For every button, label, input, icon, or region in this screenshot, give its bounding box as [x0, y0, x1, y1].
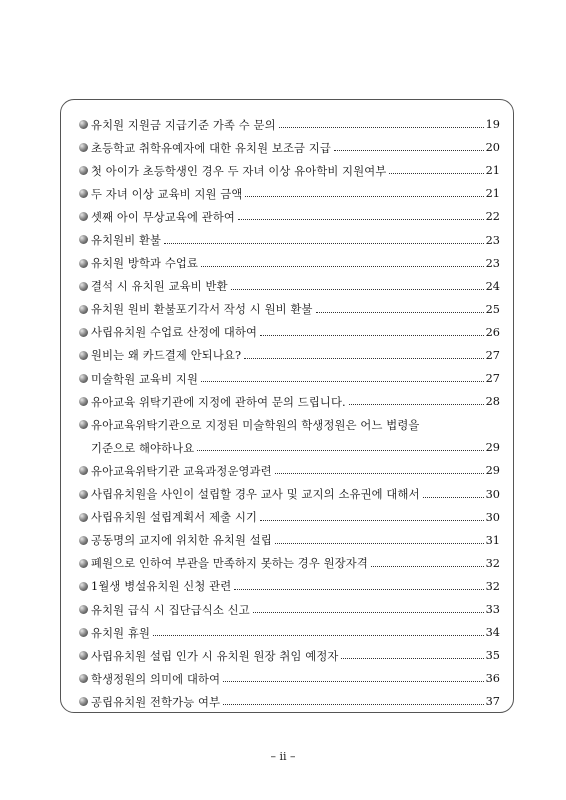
- dot-leader: [244, 358, 483, 359]
- dot-leader: [389, 173, 483, 174]
- toc-entry-page: 26: [485, 325, 500, 339]
- bullet-icon: [79, 351, 88, 360]
- toc-entry-page: 37: [485, 695, 500, 709]
- toc-entry-title: 사립유치원 설립계획서 제출 시기: [91, 511, 258, 525]
- page-number-footer: – ii –: [270, 750, 296, 763]
- toc-entry-title: 셋째 아이 무상교육에 관하여: [91, 210, 235, 224]
- toc-entry[interactable]: [79, 205, 500, 228]
- bullet-icon: [79, 605, 88, 614]
- toc-entry[interactable]: [79, 367, 500, 390]
- toc-entry-page: 23: [485, 256, 500, 270]
- toc-entry[interactable]: [79, 552, 500, 575]
- toc-entry-page: 21: [485, 164, 500, 178]
- dot-leader: [223, 681, 483, 682]
- toc-entry-title: 유아교육 위탁기관에 지정에 관하여 문의 드립니다.: [91, 395, 346, 409]
- dot-leader: [275, 473, 484, 474]
- toc-entry-page: 29: [485, 464, 500, 478]
- toc-entry[interactable]: [79, 459, 500, 482]
- bullet-icon: [79, 513, 88, 522]
- toc-entry-title: 미술학원 교육비 지원: [91, 372, 199, 386]
- bullet-icon: [79, 397, 88, 406]
- toc-list: [79, 113, 500, 713]
- dot-leader: [164, 243, 484, 244]
- toc-entry-page: 35: [485, 649, 500, 663]
- toc-entry[interactable]: [79, 667, 500, 690]
- toc-entry-page: 27: [485, 372, 500, 386]
- dot-leader: [234, 589, 483, 590]
- dot-leader: [201, 266, 484, 267]
- toc-entry[interactable]: [79, 598, 500, 621]
- bullet-icon: [79, 651, 88, 660]
- toc-entry[interactable]: [79, 390, 500, 413]
- bullet-icon: [79, 490, 88, 499]
- dot-leader: [223, 704, 483, 705]
- toc-entry-page: 32: [485, 579, 500, 593]
- bullet-icon: [79, 120, 88, 129]
- toc-entry-title: 유치원 원비 환불포기각서 작성 시 원비 환불: [91, 303, 313, 317]
- toc-entry-title: 유치원 휴원: [91, 626, 151, 640]
- toc-entry-page: 19: [485, 118, 500, 132]
- toc-entry-page: 21: [485, 187, 500, 201]
- toc-entry-title-continued: 기준으로 해야하나요: [91, 441, 195, 455]
- dot-leader: [153, 635, 484, 636]
- toc-entry-title: 유치원 지원금 지급기준 가족 수 문의: [91, 118, 276, 132]
- table-of-contents: [60, 99, 514, 713]
- dot-leader: [260, 520, 484, 521]
- bullet-icon: [79, 559, 88, 568]
- toc-entry[interactable]: [79, 321, 500, 344]
- bullet-icon: [79, 697, 88, 706]
- toc-entry-title: 유치원 방학과 수업료: [91, 257, 199, 271]
- toc-entry-page: 34: [485, 626, 500, 640]
- bullet-icon: [79, 259, 88, 268]
- toc-entry-title: 유치원비 환불: [91, 234, 162, 248]
- dot-leader: [245, 196, 483, 197]
- toc-entry[interactable]: [79, 621, 500, 644]
- toc-entry-page: 25: [485, 302, 500, 316]
- toc-entry-page: 31: [485, 533, 500, 547]
- dot-leader: [349, 404, 484, 405]
- toc-entry-title: 원비는 왜 카드결제 안되나요?: [91, 349, 242, 363]
- toc-entry-title: 초등학교 취학유예자에 대한 유치원 보조금 지급: [91, 141, 331, 155]
- dot-leader: [197, 450, 483, 451]
- bullet-icon: [79, 166, 88, 175]
- toc-entry-title: 유아교육위탁기관 교육과정운영과련: [91, 464, 272, 478]
- bullet-icon: [79, 536, 88, 545]
- bullet-icon: [79, 582, 88, 591]
- dot-leader: [279, 127, 484, 128]
- bullet-icon: [79, 212, 88, 221]
- dot-leader: [275, 543, 484, 544]
- toc-entry[interactable]: [79, 575, 500, 598]
- toc-entry-page: 33: [485, 603, 500, 617]
- dot-leader: [238, 219, 484, 220]
- toc-entry-title: 결석 시 유치원 교육비 반환: [91, 280, 228, 294]
- toc-entry[interactable]: [79, 275, 500, 298]
- bullet-icon: [79, 235, 88, 244]
- toc-entry-page: 27: [485, 348, 500, 362]
- toc-entry-page: 30: [485, 510, 500, 524]
- toc-entry[interactable]: [79, 529, 500, 552]
- toc-entry[interactable]: [79, 252, 500, 275]
- toc-entry[interactable]: [79, 182, 500, 205]
- toc-entry-title: 사립유치원 설립 인가 시 유치원 원장 취임 예정자: [91, 649, 339, 663]
- toc-entry[interactable]: [79, 644, 500, 667]
- bullet-icon: [79, 143, 88, 152]
- toc-entry-title: 공립유치원 전학가능 여부: [91, 695, 221, 709]
- toc-entry-title: 유치원 급식 시 집단급식소 신고: [91, 603, 250, 617]
- dot-leader: [371, 566, 484, 567]
- bullet-icon: [79, 628, 88, 637]
- bullet-icon: [79, 305, 88, 314]
- bullet-icon: [79, 374, 88, 383]
- toc-entry-title: 첫 아이가 초등학생인 경우 두 자녀 이상 유아학비 지원여부: [91, 164, 387, 178]
- toc-entry[interactable]: [79, 413, 500, 459]
- toc-entry[interactable]: [79, 159, 500, 182]
- toc-entry-page: 30: [485, 487, 500, 501]
- bullet-icon: [79, 674, 88, 683]
- toc-entry-page: 28: [485, 395, 500, 409]
- toc-entry[interactable]: [79, 113, 500, 136]
- bullet-icon: [79, 189, 88, 198]
- toc-entry-page: 24: [485, 279, 500, 293]
- toc-entry[interactable]: [79, 136, 500, 159]
- bullet-icon: [79, 328, 88, 337]
- bullet-icon: [79, 420, 88, 429]
- toc-entry-page: 22: [485, 210, 500, 224]
- toc-entry[interactable]: [79, 506, 500, 529]
- toc-entry-title: 사립유치원 수업료 산정에 대하여: [91, 326, 258, 340]
- toc-entry-title: 사립유치원을 사인이 설립할 경우 교사 및 교지의 소유권에 대해서: [91, 488, 420, 502]
- toc-entry-page: 20: [485, 141, 500, 155]
- toc-entry-page: 29: [485, 441, 500, 455]
- dot-leader: [260, 335, 484, 336]
- toc-entry[interactable]: [79, 690, 500, 713]
- toc-entry-title: 공동명의 교지에 위치한 유치원 설립: [91, 534, 272, 548]
- toc-entry[interactable]: [79, 344, 500, 367]
- toc-entry-title: 폐원으로 인하여 부관을 만족하지 못하는 경우 원장자격: [91, 557, 368, 571]
- toc-entry-title: 두 자녀 이상 교육비 지원 금액: [91, 187, 243, 201]
- toc-entry[interactable]: [79, 228, 500, 251]
- toc-entry-page: 23: [485, 233, 500, 247]
- toc-entry[interactable]: [79, 483, 500, 506]
- toc-entry-page: 36: [485, 672, 500, 686]
- dot-leader: [423, 497, 484, 498]
- dot-leader: [253, 612, 484, 613]
- toc-entry-title: 학생정원의 의미에 대하여: [91, 672, 221, 686]
- toc-entry-page: 32: [485, 556, 500, 570]
- dot-leader: [201, 381, 484, 382]
- dot-leader: [316, 312, 484, 313]
- toc-entry-title: 1월생 병설유치원 신청 관련: [91, 580, 232, 594]
- toc-entry[interactable]: [79, 298, 500, 321]
- dot-leader: [334, 150, 484, 151]
- bullet-icon: [79, 282, 88, 291]
- dot-leader: [341, 658, 483, 659]
- bullet-icon: [79, 466, 88, 475]
- dot-leader: [231, 289, 484, 290]
- toc-entry-title: 유아교육위탁기관으로 지정된 미술학원의 학생정원은 어느 법령을: [91, 418, 420, 432]
